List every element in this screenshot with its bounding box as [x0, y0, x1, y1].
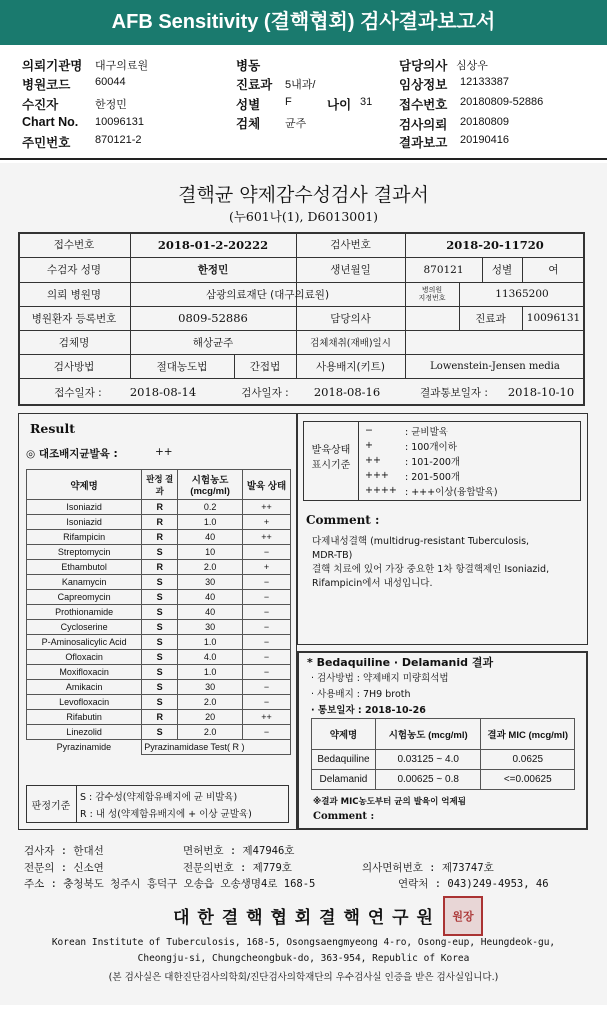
bdq-col-drug: 약제명	[312, 719, 376, 750]
drug-conc: 20	[178, 710, 243, 725]
criteria-s: S : 감수성(약제함유배지에 균 비발육)	[80, 792, 238, 803]
legend-symbol: ++	[365, 455, 381, 466]
org-name: 대 한 결 핵 협 회 결 핵 연 구 원	[173, 908, 434, 928]
bdq-col-conc: 시험농도 (mcg/ml)	[375, 719, 481, 750]
label: 검체	[236, 117, 261, 131]
drug-result: S	[142, 650, 178, 665]
scanned-report	[0, 163, 607, 1005]
value: 심상우	[456, 60, 488, 72]
drug-result: S	[142, 680, 178, 695]
drug-growth: −	[242, 620, 290, 635]
drug-row	[27, 590, 291, 605]
english-address-1: Korean Institute of Tuberculosis, 168-5, Osongsaengmyeong 4-ro, Osong-eup, Heungdeok-gu,	[51, 937, 556, 948]
drug-name: Isoniazid	[27, 500, 142, 515]
drug-growth: −	[242, 695, 290, 710]
inst-no-label-line2: 지정번호	[418, 294, 446, 302]
bdq-conc: 0.00625 ~ 0.8	[375, 770, 481, 790]
drug-name: Ethambutol	[27, 560, 142, 575]
drug-name: Levofloxacin	[27, 695, 142, 710]
label: 주민번호	[22, 136, 71, 150]
report-label: 결과통보일자 :	[420, 386, 488, 399]
bdq-medium: · 사용배지 : 7H9 broth	[311, 689, 411, 700]
label: 임상정보	[399, 78, 448, 92]
legend-item	[365, 453, 575, 468]
value: 12133387	[460, 76, 509, 88]
method1: 절대농도법	[156, 360, 208, 373]
legend-desc: : 100개이하	[405, 441, 457, 453]
value: 20190416	[460, 134, 509, 146]
drug-result: S	[142, 590, 178, 605]
drug-growth: +	[242, 560, 290, 575]
legend-symbol: +	[365, 440, 373, 451]
drug-result: R	[142, 515, 178, 530]
drug-growth: −	[242, 575, 290, 590]
legend-desc: : 101-200개	[405, 456, 461, 468]
drug-name: Kanamycin	[27, 575, 142, 590]
bdq-title: * Bedaquiline · Delamanid 결과	[307, 656, 494, 669]
legend-item	[365, 483, 575, 498]
value: 31	[360, 96, 373, 108]
doctor-label: 담당의사	[330, 312, 371, 325]
doc-title: 결핵균 약제감수성검사 결과서	[178, 184, 429, 206]
drug-growth: −	[242, 665, 290, 680]
drug-result: S	[142, 635, 178, 650]
sex: 여	[548, 264, 559, 276]
drug-name: Isoniazid	[27, 515, 142, 530]
col-conc: 시험농도 (mcg/ml)	[178, 470, 243, 500]
comment-title: Comment :	[306, 513, 380, 527]
recv-label: 접수일자 :	[54, 386, 102, 399]
drug-result: R	[142, 530, 178, 545]
collect-label: 검체채취(재배)일시	[310, 338, 391, 349]
drug-growth: −	[242, 635, 290, 650]
comment-line: 결핵 치료에 있어 가장 중요한 1차 항결핵제인 Isoniazid,	[312, 564, 550, 575]
doctor	[405, 306, 459, 330]
drug-growth: ++	[242, 710, 290, 725]
inst-no-label	[405, 283, 459, 305]
drug-row	[27, 665, 291, 680]
label: 검사의뢰	[399, 118, 448, 132]
pza-name: Pyrazinamide	[56, 742, 112, 753]
col-result: 판정 결과	[142, 470, 178, 500]
bdq-drug: Delamanid	[312, 770, 376, 790]
hospital: 삼광의료재단 (대구의료원)	[205, 288, 330, 301]
bdq-mic: 0.0625	[481, 750, 575, 770]
drug-name: Streptomycin	[27, 545, 142, 560]
legend-symbol: −	[365, 425, 373, 436]
sex-label: 성별	[491, 264, 513, 276]
drug-result: S	[142, 605, 178, 620]
report-date: 2018-10-10	[507, 385, 575, 399]
legend-symbol: ++++	[365, 485, 397, 496]
medium-label: 사용배지(키트)	[315, 360, 386, 373]
drug-name: Cycloserine	[27, 620, 142, 635]
drug-growth: +	[242, 515, 290, 530]
label: 수진자	[22, 98, 59, 112]
doctor-license: 의사면허번호 : 제73747호	[362, 862, 494, 874]
drug-name: Capreomycin	[27, 590, 142, 605]
bdq-mic: <=0.00625	[481, 770, 575, 790]
drug-name: Moxifloxacin	[27, 665, 142, 680]
bdq-date: · 통보일자 : 2018-10-26	[311, 705, 426, 716]
drug-row	[27, 575, 291, 590]
drug-growth: −	[242, 605, 290, 620]
drug-name: Rifampicin	[27, 530, 142, 545]
value: 대구의료원	[95, 60, 149, 72]
value: 5내과/	[285, 79, 316, 91]
specialist-no: 전문의번호 : 제779호	[183, 862, 292, 874]
report-title: AFB Sensitivity (결핵협회) 검사결과보고서	[0, 0, 607, 45]
drug-conc: 2.0	[178, 695, 243, 710]
drug-conc: 2.0	[178, 560, 243, 575]
drug-name: P-Aminosalicylic Acid	[27, 635, 142, 650]
growth-label: ◎ 대조배지균발육 :	[26, 448, 118, 460]
drug-table	[26, 469, 291, 755]
test-no-label: 검사번호	[330, 239, 371, 251]
label: 병동	[236, 59, 261, 73]
legend-item	[365, 438, 575, 453]
english-address-2: Cheongju-si, Chungcheongbuk-do, 363-954, Republic of Korea	[137, 953, 470, 964]
criteria-label: 판정기준	[31, 800, 71, 812]
criteria-r: R : 내 성(약제함유배지에 + 이상 균발육)	[80, 809, 252, 820]
dob-label: 생년월일	[330, 264, 371, 276]
growth-value: ++	[155, 446, 173, 458]
bdq-comment: Comment :	[313, 811, 375, 822]
drug-conc: 30	[178, 680, 243, 695]
drug-growth: ++	[242, 500, 290, 515]
value: 20180809	[460, 116, 509, 128]
drug-conc: 1.0	[178, 635, 243, 650]
drug-result: S	[142, 665, 178, 680]
drug-conc: 0.2	[178, 500, 243, 515]
drug-row	[27, 530, 291, 545]
testdate-label: 검사일자 :	[241, 386, 289, 399]
drug-conc: 2.0	[178, 725, 243, 740]
dept: 10096131	[526, 312, 581, 324]
receipt-no: 2018-01-2-20222	[157, 237, 269, 252]
drug-growth: ++	[242, 530, 290, 545]
label: 결과보고	[399, 136, 448, 150]
comment-line: MDR-TB)	[312, 550, 353, 561]
reg-no: 0809-52886	[178, 311, 248, 325]
bdq-row	[312, 770, 575, 790]
dept-label: 진료과	[475, 312, 506, 325]
legend-items	[365, 423, 575, 498]
collect	[405, 330, 585, 354]
drug-result: S	[142, 620, 178, 635]
drug-conc: 30	[178, 575, 243, 590]
bdq-col-mic: 결과 MIC (mcg/ml)	[481, 719, 575, 750]
drug-result: S	[142, 575, 178, 590]
drug-growth: −	[242, 545, 290, 560]
drug-row	[27, 650, 291, 665]
col-growth: 발육 상태	[242, 470, 290, 500]
drug-row	[27, 605, 291, 620]
inst-no: 11365200	[495, 288, 549, 300]
bdq-table	[311, 718, 575, 790]
drug-conc: 40	[178, 605, 243, 620]
method2: 간접법	[249, 360, 281, 373]
drug-growth: −	[242, 680, 290, 695]
comment-line: 다제내성결핵 (multidrug-resistant Tuberculosis,	[312, 536, 530, 547]
legend-item	[365, 468, 575, 483]
receipt-no-label: 접수번호	[53, 239, 95, 251]
drug-row	[27, 515, 291, 530]
test-no: 2018-20-11720	[446, 237, 544, 252]
license: 면허번호 : 제47946호	[183, 845, 295, 857]
comment-text	[312, 535, 549, 591]
pza-value: Pyrazinamidase Test( R )	[142, 740, 291, 755]
value: F	[285, 96, 292, 108]
drug-row	[27, 710, 291, 725]
drug-name: Linezolid	[27, 725, 142, 740]
report-header	[0, 45, 607, 160]
bdq-note: ※결과 MIC농도부터 균의 발육이 억제됨	[313, 797, 466, 807]
bdq-drug: Bedaquiline	[312, 750, 376, 770]
drug-row	[27, 545, 291, 560]
label: 성별	[236, 98, 261, 112]
drug-row	[27, 560, 291, 575]
dob: 870121	[423, 263, 464, 276]
test-date: 2018-08-16	[313, 385, 381, 399]
drug-conc: 4.0	[178, 650, 243, 665]
value: 60044	[95, 76, 126, 88]
doc-subtitle: (누601나(1), D6013001)	[228, 209, 379, 224]
recv-date: 2018-08-14	[129, 385, 197, 399]
reg-label: 병원환자 등록번호	[31, 312, 117, 325]
legend-desc: : +++이상(융합발육)	[405, 486, 498, 498]
specimen-label: 검체명	[58, 336, 90, 349]
drug-result: R	[142, 710, 178, 725]
value: 870121-2	[95, 134, 142, 146]
drug-result: R	[142, 500, 178, 515]
contact: 연락처 : 043)249-4953, 46	[398, 878, 549, 890]
hospital-label: 의뢰 병원명	[46, 288, 102, 301]
label: 담당의사	[399, 59, 448, 73]
medium: Lowenstein-Jensen media	[430, 360, 560, 372]
drug-row	[27, 620, 291, 635]
drug-growth: −	[242, 650, 290, 665]
comment-line: Rifampicin에서 내성입니다.	[312, 578, 433, 589]
drug-conc: 40	[178, 530, 243, 545]
drug-result: R	[142, 560, 178, 575]
specialist: 전문의 : 신소연	[24, 862, 104, 874]
drug-row	[27, 725, 291, 740]
seal-stamp: 원장	[443, 896, 483, 936]
certification: (본 검사실은 대한진단검사의학회/진단검사의학재단의 우수검사실 인증을 받은 검사실입니다.)	[108, 972, 499, 983]
specimen: 해상균주	[192, 336, 234, 349]
drug-name: Amikacin	[27, 680, 142, 695]
drug-name: Rifabutin	[27, 710, 142, 725]
address: 주소 : 충청북도 청주시 흥덕구 오송읍 오송생명4로 168-5	[24, 878, 316, 890]
result-title: Result	[30, 421, 75, 436]
drug-growth: −	[242, 725, 290, 740]
legend-item	[365, 423, 575, 438]
drug-conc: 30	[178, 620, 243, 635]
patient-name: 한정민	[197, 264, 229, 276]
bdq-conc: 0.03125 ~ 4.0	[375, 750, 481, 770]
legend-label: 발육상태 표시기준	[311, 445, 351, 471]
drug-result: S	[142, 545, 178, 560]
drug-row	[27, 680, 291, 695]
label: 접수번호	[399, 98, 448, 112]
legend-symbol: +++	[365, 470, 389, 481]
label: Chart No.	[22, 115, 79, 129]
inspector: 검사자 : 한대선	[24, 845, 104, 857]
legend-desc: : 201-500개	[405, 471, 461, 483]
value: 균주	[285, 118, 307, 130]
label: 병원코드	[22, 78, 71, 92]
legend-desc: : 균비발육	[405, 426, 448, 438]
drug-row	[27, 695, 291, 710]
drug-result: S	[142, 695, 178, 710]
drug-result: S	[142, 725, 178, 740]
label: 나이	[327, 98, 352, 112]
drug-row	[27, 500, 291, 515]
drug-name: Ofloxacin	[27, 650, 142, 665]
method-label: 검사방법	[53, 360, 95, 373]
bdq-method: · 검사방법 : 약제배지 미량희석법	[311, 673, 449, 684]
label: 의뢰기관명	[22, 59, 83, 73]
patient-label: 수검자 성명	[46, 264, 102, 276]
col-drug: 약제명	[27, 470, 142, 500]
drug-conc: 40	[178, 590, 243, 605]
drug-conc: 1.0	[178, 665, 243, 680]
drug-row	[27, 635, 291, 650]
drug-conc: 10	[178, 545, 243, 560]
drug-name: Prothionamide	[27, 605, 142, 620]
value: 한정민	[95, 99, 127, 111]
value: 20180809-52886	[460, 96, 544, 108]
drug-growth: −	[242, 590, 290, 605]
value: 10096131	[95, 116, 144, 128]
label: 진료과	[236, 78, 273, 92]
drug-conc: 1.0	[178, 515, 243, 530]
inst-no-label-line1: 병의원	[421, 286, 443, 294]
bdq-row	[312, 750, 575, 770]
